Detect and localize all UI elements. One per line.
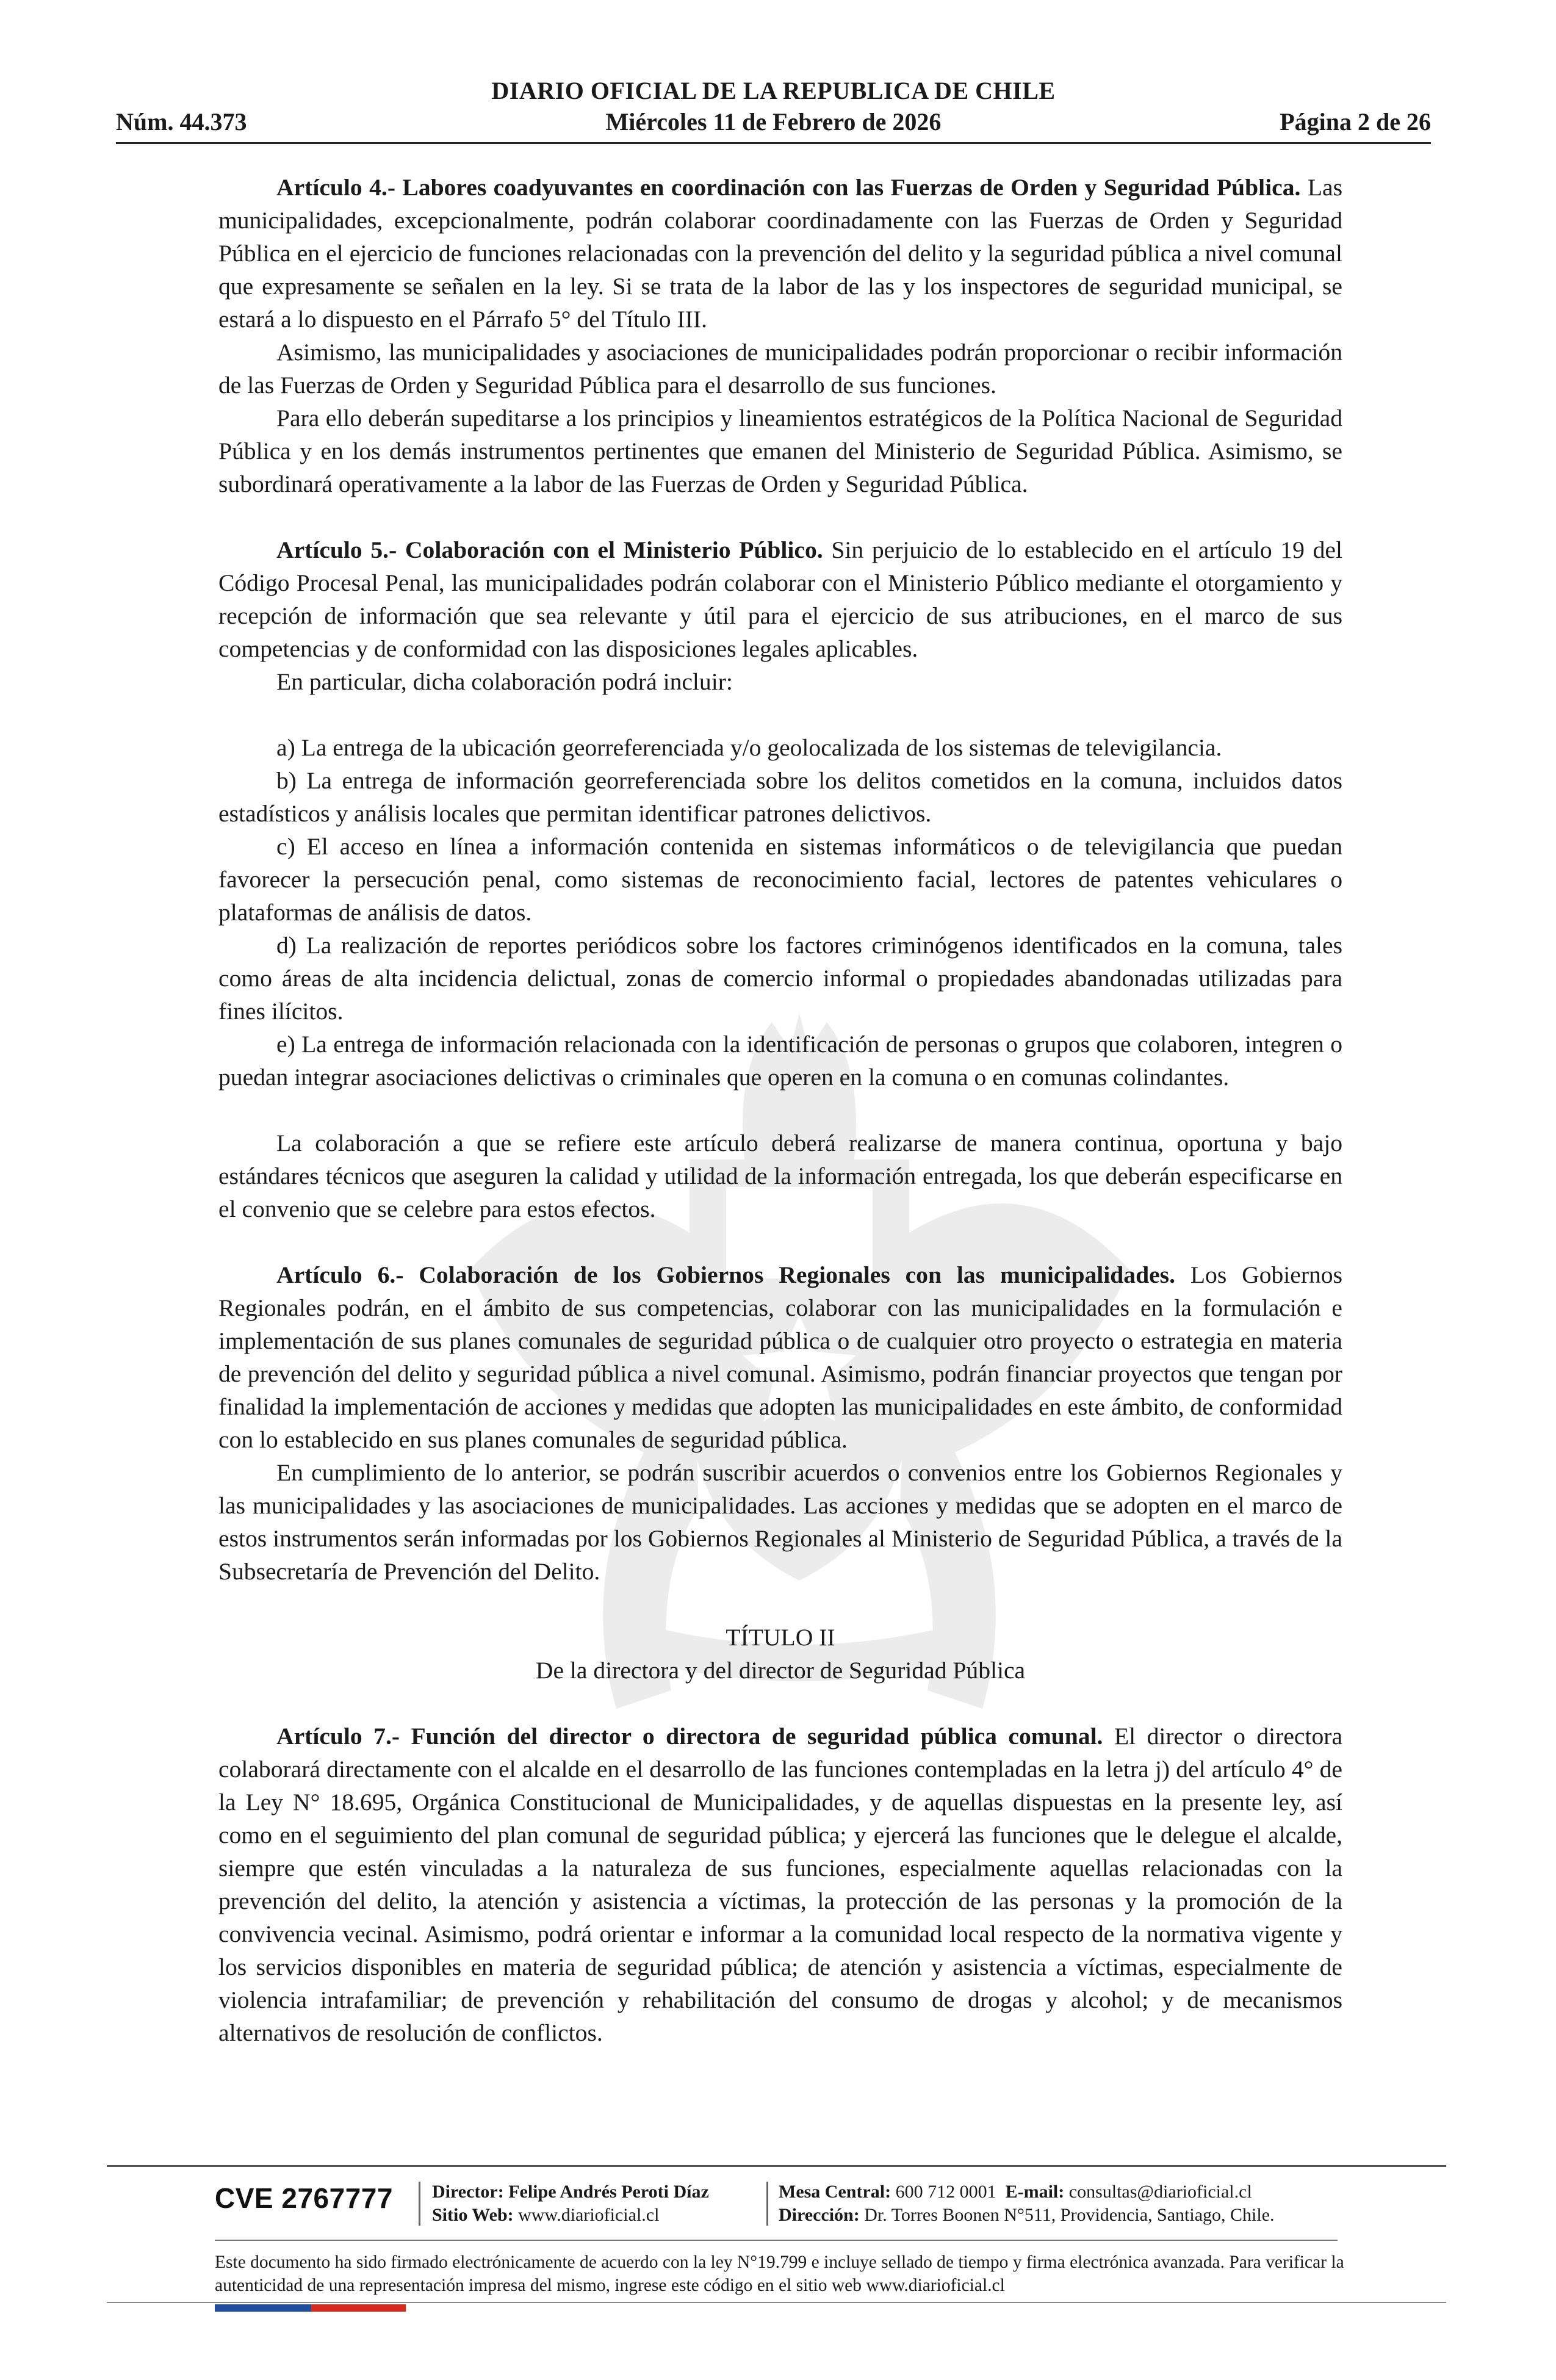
footer-director-block (432, 2180, 709, 2227)
email-label: E-mail: (1005, 2182, 1065, 2202)
cve-code: CVE 2767777 (215, 2182, 393, 2214)
article-4-paragraph: Para ello deberán supeditarse a los principios y lineamientos estratégicos de la Política Nacional de Seguridad Pública y en los demás instrumentos pertinentes que emanen del Ministerio de Seguridad Pública. Asimismo, se subordinará operativamente a la labor de las Fuerzas de Orden y Seguridad Pública. (218, 405, 1342, 497)
article-7-heading: Artículo 7.- Función del director o directora de seguridad pública comunal. (276, 1723, 1103, 1750)
page-header (116, 73, 1431, 146)
article-4-heading: Artículo 4.- Labores coadyuvantes en coordinación con las Fuerzas de Orden y Seguridad Pública. (276, 174, 1301, 201)
article-4 (218, 171, 1342, 336)
phone-label: Mesa Central: (779, 2182, 891, 2202)
publication-title: DIARIO OFICIAL DE LA REPUBLICA DE CHILE (491, 77, 1056, 104)
article-7-text: El director o directora colaborará directamente con el alcalde en el desarrollo de las funciones contempladas en la letra j) del artículo 4° de la Ley N° 18.695, Orgánica Constitucional de Municipalidades, y de aquellas dispuestas en la presente ley, así como en el seguimiento del plan comunal de seguridad pública; y ejercerá las funciones que le delegue el alcalde, siempre que estén vinculadas a la naturaleza de sus funciones, especialmente aquellas relacionadas con la prevención del delito, la atención y asistencia a víctimas, la protección de las personas y la promoción de la convivencia vecinal. Asimismo, podrá orientar e informar a la comunidad local respecto de la normativa vigente y los servicios disponibles en materia de seguridad pública; de atención y asistencia a víctimas, especialmente de violencia intrafamiliar; de prevención y rehabilitación del consumo de drogas y alcohol; y de mecanismos alternativos de resolución de conflictos. (218, 1723, 1343, 2046)
address-value: Dr. Torres Boonen N°511, Providencia, Santiago, Chile. (864, 2205, 1275, 2225)
phone-value: 600 712 0001 (895, 2182, 996, 2202)
list-item: b) La entrega de información georreferenciada sobre los delitos cometidos en la comuna, incluidos datos estadísticos y análisis locales que permitan identificar patrones delictivos. (218, 767, 1342, 827)
article-5-heading: Artículo 5.- Colaboración con el Ministerio Público. (276, 536, 823, 563)
list-item: d) La realización de reportes periódicos sobre los factores criminógenos identificados en la comuna, tales como áreas de alta incidencia delictual, zonas de comercio informal o propiedades abandonadas utilizadas para fines ilícitos. (218, 932, 1342, 1025)
article-6-heading: Artículo 6.- Colaboración de los Gobiernos Regionales con las municipalidades. (276, 1261, 1175, 1288)
document-body (218, 171, 1342, 2049)
legal-notice: Este documento ha sido firmado electrónicamente de acuerdo con la ley N°19.799 e incluye sellado de tiempo y firma electrónica avanzada. Para verificar la autenticidad de una representación impresa del mismo, ingrese este código en el sitio web www.diarioficial.cl (215, 2252, 1344, 2295)
director-label: Director: (432, 2182, 504, 2202)
article-5 (218, 533, 1342, 665)
footer-contact-block (779, 2180, 1275, 2227)
title-subtitle: De la directora y del director de Seguridad Pública (535, 1657, 1026, 1684)
list-item: c) El acceso en línea a información contenida en sistemas informáticos o de televigilancia que puedan favorecer la persecución penal, como sistemas de reconocimiento facial, lectores de patentes vehiculares o plataformas de análisis de datos. (218, 833, 1342, 926)
footer-divider (107, 2165, 1446, 2167)
footer-divider (215, 2240, 1338, 2241)
issue-date: Miércoles 11 de Febrero de 2026 (605, 108, 942, 135)
article-5-text: Sin perjuicio de lo establecido en el artículo 19 del Código Procesal Penal, las municipalidades podrán colaborar con el Ministerio Público mediante el otorgamiento y recepción de información que sea relevante y útil para el ejercicio de sus atribuciones, en el marco de sus competencias y de conformidad con las disposiciones legales aplicables. (218, 536, 1342, 662)
title-label: TÍTULO II (726, 1624, 835, 1651)
article-5-closing: La colaboración a que se refiere este artículo deberá realizarse de manera continua, oportuna y bajo estándares técnicos que aseguren la calidad y utilidad de la información entregada, los que deberán especificarse en el convenio que se celebre para estos efectos. (218, 1130, 1342, 1222)
flag-stripe-blue (215, 2304, 311, 2312)
page-number: Página 2 de 26 (1280, 108, 1431, 135)
article-4-paragraph: Asimismo, las municipalidades y asociaciones de municipalidades podrán proporcionar o recibir información de las Fuerzas de Orden y Seguridad Pública para el desarrollo de sus funciones. (218, 339, 1342, 398)
footer-separator (419, 2182, 420, 2226)
address-label: Dirección: (779, 2205, 860, 2225)
header-divider (116, 142, 1431, 144)
footer-separator (766, 2182, 768, 2226)
director-name: Felipe Andrés Peroti Díaz (508, 2182, 709, 2202)
article-6-text: Los Gobiernos Regionales podrán, en el ámbito de sus competencias, colaborar con las municipalidades en la formulación e implementación de sus planes comunales de seguridad pública o de cualquier otro proyecto o estrategia en materia de prevención del delito y seguridad pública a nivel comunal. Asimismo, podrán financiar proyectos que tengan por finalidad la implementación de acciones y medidas que adopten las municipalidades en este ámbito, de conformidad con lo establecido en sus planes comunales de seguridad pública. (218, 1261, 1342, 1453)
article-4-text: Las municipalidades, excepcionalmente, podrán colaborar coordinadamente con las Fuerzas de Orden y Seguridad Pública en el ejercicio de funciones relacionadas con la prevención del delito y la seguridad pública a nivel comunal que expresamente se señalen en la ley. Si se trata de la labor de las y los inspectores de seguridad municipal, se estará a lo dispuesto en el Párrafo 5° del Título III. (218, 174, 1342, 333)
flag-stripe-red (311, 2304, 406, 2312)
website-label: Sitio Web: (432, 2205, 514, 2225)
article-7 (218, 1720, 1342, 2049)
list-item: e) La entrega de información relacionada con la identificación de personas o grupos que colaboren, integren o puedan integrar asociaciones delictivas o criminales que operen en la comuna o en comunas colindantes. (218, 1031, 1342, 1091)
article-5-paragraph: En particular, dicha colaboración podrá incluir: (276, 668, 733, 695)
article-6 (218, 1258, 1342, 1456)
website-link[interactable]: www.diarioficial.cl (518, 2205, 660, 2225)
article-6-paragraph: En cumplimiento de lo anterior, se podrán suscribir acuerdos o convenios entre los Gobiernos Regionales y las municipalidades y las asociaciones de municipalidades. Las acciones y medidas que se adopten en el marco de estos instrumentos serán informadas por los Gobiernos Regionales al Ministerio de Seguridad Pública, a través de la Subsecretaría de Prevención del Delito. (218, 1459, 1342, 1585)
list-item: a) La entrega de la ubicación georreferenciada y/o geolocalizada de los sistemas de televigilancia. (276, 734, 1222, 761)
email-link[interactable]: consultas@diarioficial.cl (1068, 2182, 1252, 2202)
issue-number: Núm. 44.373 (116, 108, 247, 135)
footer-divider (107, 2302, 1446, 2303)
